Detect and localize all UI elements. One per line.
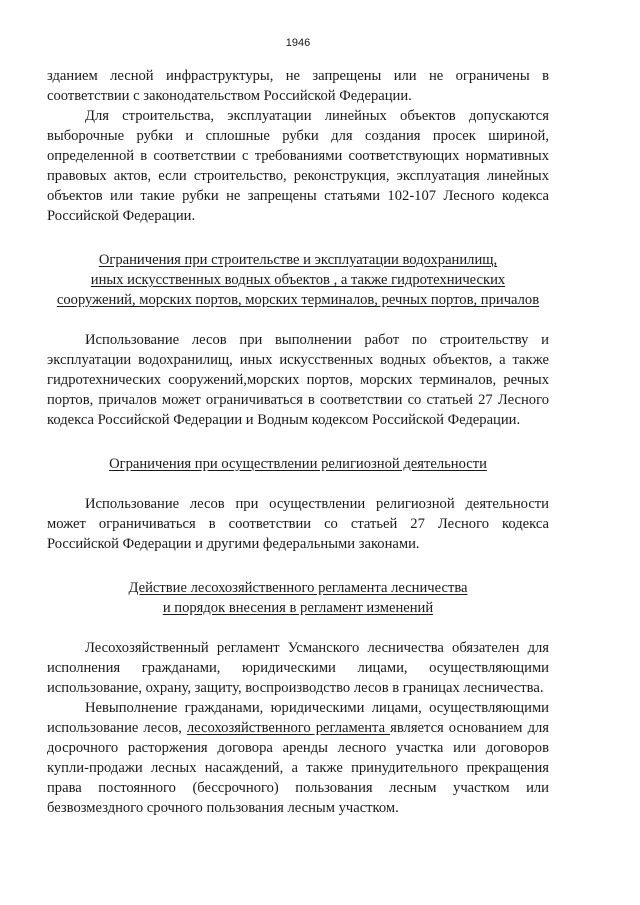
paragraph-regulation-violation xyxy=(47,698,549,818)
page-number: 1946 xyxy=(285,37,311,49)
heading-line: Ограничения при строительстве и эксплуатации водохранилищ, xyxy=(98,252,498,268)
paragraph-reservoirs: Использование лесов при выполнении работ по строительству и эксплуатации водохранилищ, иных искусственных водных объектов, а также гидротехнических сооружений,морских портов, морских терминалов, речных портов, причалов может ограничиваться в соответствии со статьей 27 Лесного кодекса Российской Федерации и Водным кодексом Российской Федерации. xyxy=(47,332,549,428)
paragraph-continuation: зданием лесной инфраструктуры, не запрещены или не ограничены в соответствии с законодательством Российской Федерации. xyxy=(47,68,549,104)
heading-line: Ограничения при осуществлении религиозной деятельности xyxy=(109,456,487,472)
underlined-text-run: лесохозяйственного регламента xyxy=(186,720,391,736)
paragraph-religious: Использование лесов при осуществлении религиозной деятельности может ограничиваться в соответствии со статьей 27 Лесного кодекса Российской Федерации и другими федеральными законами. xyxy=(47,496,549,552)
paragraph-regulation-mandatory: Лесохозяйственный регламент Усманского лесничества обязателен для исполнения гражданами, юридическими лицами, осуществляющими использование, охрану, защиту, воспроизводство лесов в границах лесничества. xyxy=(47,640,549,696)
heading-line: сооружений, морских портов, морских терминалов, речных портов, причалов xyxy=(56,292,540,308)
section-heading-regulation xyxy=(47,578,549,618)
heading-line: и порядок внесения в регламент изменений xyxy=(162,600,434,616)
heading-line: иных искусственных водных объектов , а также гидротехнических xyxy=(90,272,506,288)
section-heading-reservoirs xyxy=(47,250,549,310)
paragraph-linear-objects: Для строительства, эксплуатации линейных объектов допускаются выборочные рубки и сплошные рубки для создания просек шириной, определенной в соответствии с требованиями соответствующих нормативных правовых актов, если строительство, реконструкция, эксплуатация линейных объектов или такие рубки не запрещены статьями 102-107 Лесного кодекса Российской Федерации. xyxy=(47,108,549,224)
document-page xyxy=(47,36,549,818)
text-run: Невыполнение гражданами, юридическими лицами, осуществляющими использование лесов, xyxy=(47,700,549,736)
section-heading-religious xyxy=(47,454,549,474)
text-run: является основанием для досрочного расторжения договора аренды лесного участка или договоров купли-продажи лесных насаждений, а также принудительного прекращения права постоянного (бессрочного) пользования лесным участком или безвозмездного срочного пользования лесным участком. xyxy=(47,720,549,816)
heading-line: Действие лесохозяйственного регламента лесничества xyxy=(128,580,468,596)
